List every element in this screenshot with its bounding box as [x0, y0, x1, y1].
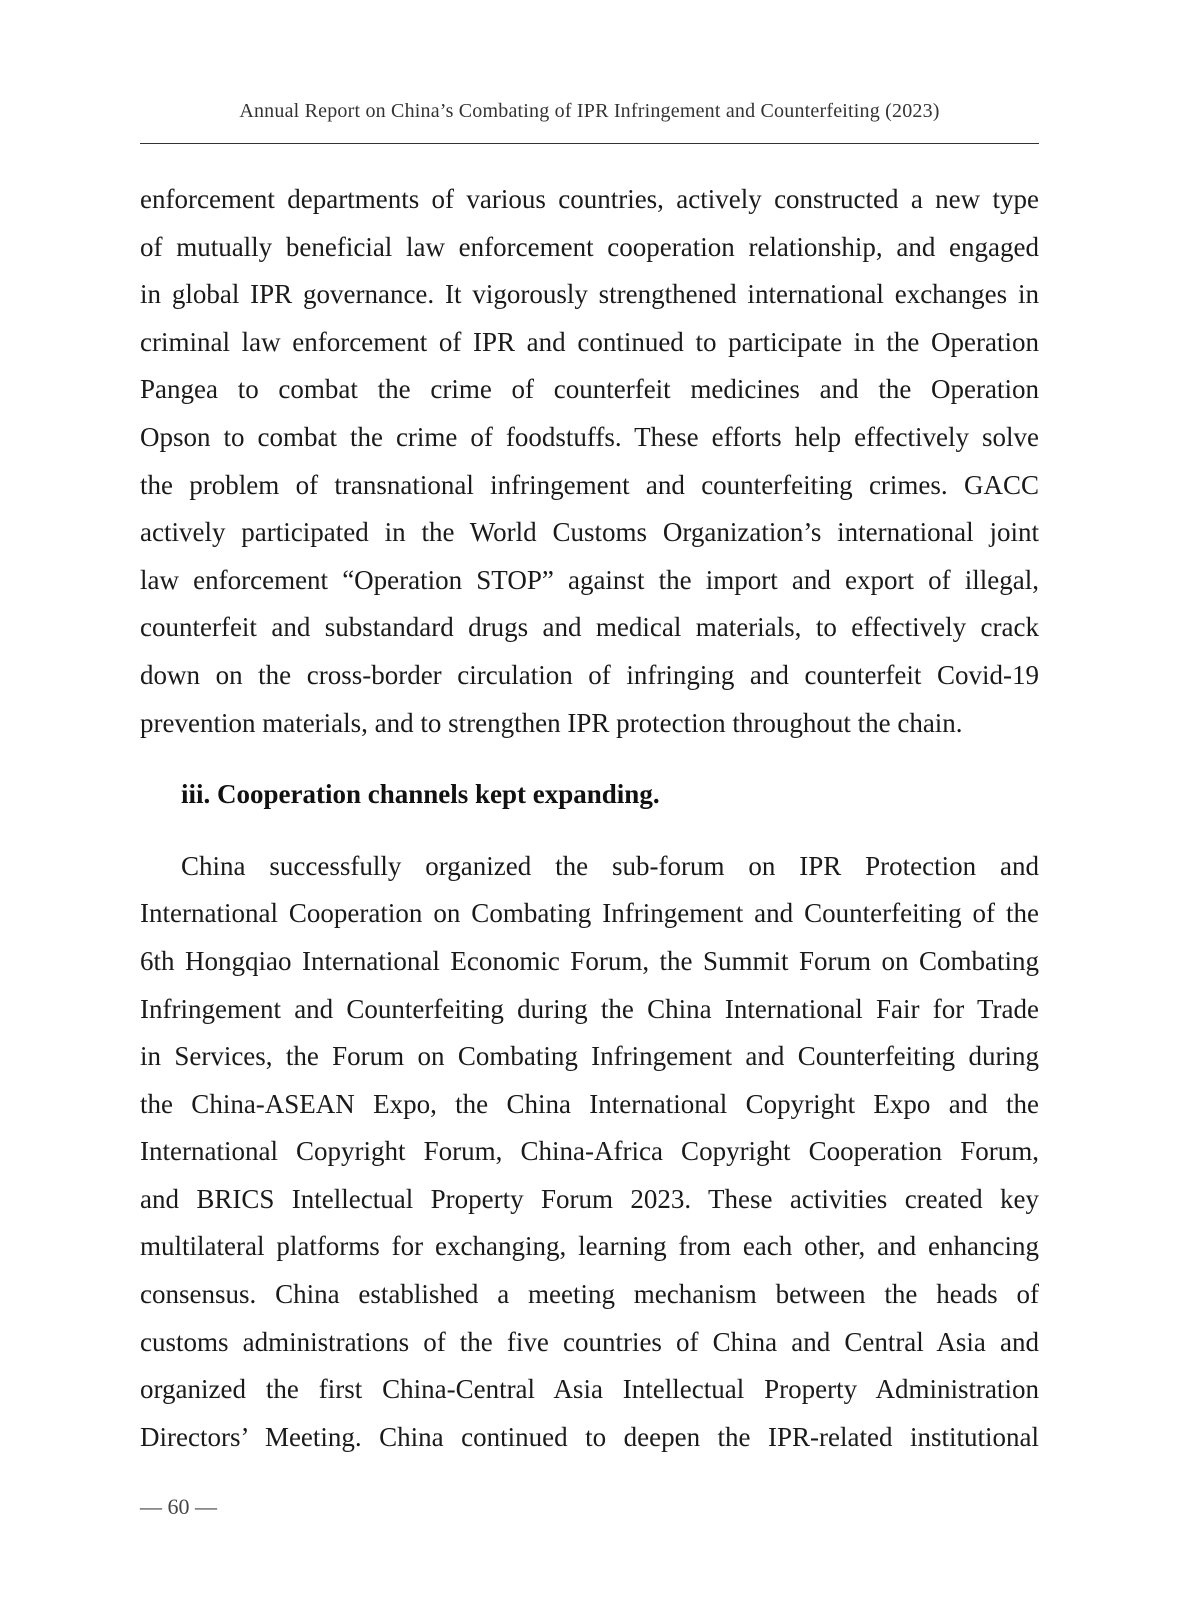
- text-line: the problem of transnational infringement and counterfeiting crimes. GACC: [140, 469, 1039, 500]
- paragraph-cooperation-channels: [140, 843, 1039, 1462]
- text-line: in global IPR governance. It vigorously strengthened international exchanges in: [140, 279, 1039, 310]
- text-line: Infringement and Counterfeiting during the China International Fair for Trade: [140, 993, 1039, 1024]
- text-line: China successfully organized the sub-forum on IPR Protection and: [181, 850, 1039, 881]
- text-line: the China-ASEAN Expo, the China International Copyright Expo and the: [140, 1088, 1039, 1119]
- text-line: 6th Hongqiao International Economic Forum, the Summit Forum on Combating: [140, 945, 1039, 976]
- header-divider: [140, 143, 1039, 144]
- text-line: counterfeit and substandard drugs and medical materials, to effectively crack: [140, 612, 1039, 643]
- text-line: Pangea to combat the crime of counterfeit medicines and the Operation: [140, 374, 1039, 405]
- text-line: International Cooperation on Combating Infringement and Counterfeiting of the: [140, 898, 1039, 929]
- text-line: and BRICS Intellectual Property Forum 2023. These activities created key: [140, 1183, 1039, 1214]
- text-line: Opson to combat the crime of foodstuffs. These efforts help effectively solve: [140, 421, 1039, 452]
- text-line: of mutually beneficial law enforcement cooperation relationship, and engaged: [140, 231, 1039, 262]
- text-line: actively participated in the World Customs Organization’s international joint: [140, 517, 1039, 548]
- text-line: down on the cross-border circulation of infringing and counterfeit Covid-19: [140, 659, 1039, 690]
- text-line: criminal law enforcement of IPR and continued to participate in the Operation: [140, 326, 1039, 357]
- text-line: in Services, the Forum on Combating Infringement and Counterfeiting during: [140, 1041, 1039, 1072]
- body-text: [140, 176, 1039, 1461]
- text-line: prevention materials, and to strengthen IPR protection throughout the chain.: [140, 707, 963, 738]
- paragraph-continued: [140, 176, 1039, 747]
- section-heading: iii. Cooperation channels kept expanding.: [181, 779, 660, 810]
- text-line: consensus. China established a meeting mechanism between the heads of: [140, 1279, 1039, 1310]
- text-line: law enforcement “Operation STOP” against the import and export of illegal,: [140, 564, 1039, 595]
- text-line: customs administrations of the five countries of China and Central Asia and: [140, 1326, 1039, 1357]
- text-line: enforcement departments of various countries, actively constructed a new type: [140, 184, 1039, 214]
- text-line: multilateral platforms for exchanging, learning from each other, and enhancing: [140, 1231, 1039, 1262]
- text-line: Directors’ Meeting. China continued to deepen the IPR-related institutional: [140, 1421, 1039, 1452]
- running-header: Annual Report on China’s Combating of IPR Infringement and Counterfeiting (2023): [239, 100, 940, 122]
- page-number: — 60 —: [140, 1494, 217, 1519]
- text-line: organized the first China-Central Asia Intellectual Property Administration: [140, 1374, 1039, 1405]
- text-line: International Copyright Forum, China-Africa Copyright Cooperation Forum,: [140, 1136, 1039, 1167]
